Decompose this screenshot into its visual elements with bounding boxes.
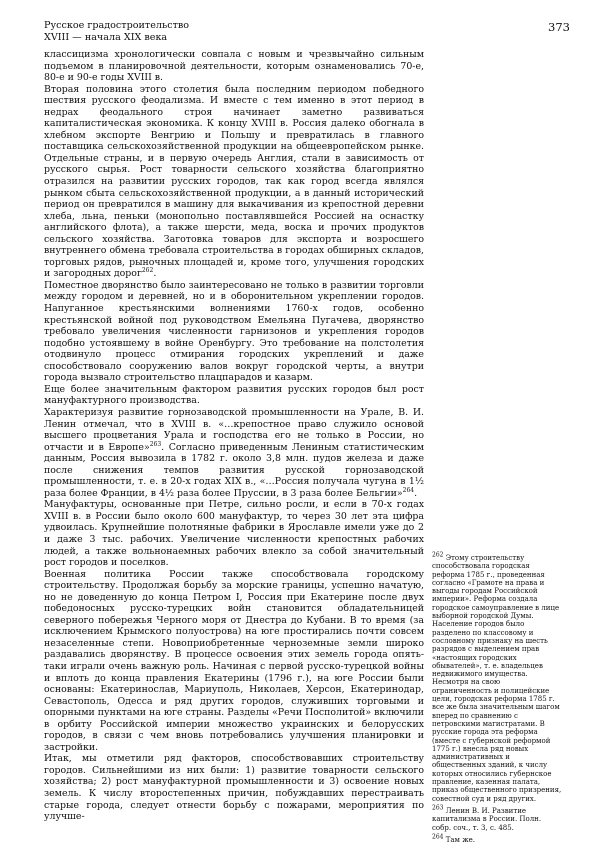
footnote-number: 264 — [432, 833, 444, 841]
paragraph-1: классицизма хронологически совпала с новым и чрезвычайно сильным подъемом в планировочной деятельности, которым ознаменовались 70-е, 80-е и 90-е годы XVIII в. — [44, 49, 424, 84]
footnote-ref-263: 263 — [149, 440, 162, 448]
footnotes-column — [432, 551, 562, 848]
main-text-column — [44, 49, 424, 823]
paragraph-5-text-b: Согласно приведенным Лениным статистическим данным, Россия вывозила в 1782 г. около 3,8 млн. пудов железа и даже после снижения темпов развития русской горнозаводской промышленности, т. е. в 20-х годах XIX в., «…Россия получала чугуна в 1½ раза более Франции, в 4½ раза более Пруссии, в 3 раза более Бельгии» — [44, 441, 424, 499]
paragraph-5: Характеризуя развитие горнозаводской промышленности на Урале, В. И. Ленин отмечал, что в XVIII в. «…крепостное право служило основой высшего процветания Урала и господства его не только в России, но отчасти и в Европе»$^{263}$. Согласно приведенным Лениным статистическим данным, Россия вывозила в 1782 г. около 3,8 млн. пудов железа и даже после снижения темпов развития русской горнозаводской промышленности, т. е. в 20-х годах XIX в., «…Россия получала чугуна в 1½ раза более Франции, в 4½ раза более Пруссии, в 3 раза более Бельгии»$^{264}$. — [44, 406, 424, 499]
footnote-number: 263 — [432, 804, 444, 812]
running-head — [44, 20, 514, 44]
paragraph-2-text: Вторая половина этого столетия была последним периодом победного шествия русского феодализма. И вместе с тем именно в этот период в недрах феодального строя начинает заметно развиваться капиталистическая экономика. К концу XVIII в. Россия далеко обогнала в хлебном экспорте Венгрию и Польшу и превратилась в главного поставщика сельскохозяйственной продукции на общеевропейском рынке. Отдельные страны, и в первую очередь Англия, стали в зависимость от русского сырья. Рост товарности сельского хозяйства благоприятно отразился на развитии русских городов, так как город всегда являлся рынком сбыта сельскохозяйственной продукции, а в данный исторический период он превратился в машину для выкачивания из крепостной деревни хлеба, льна, пеньки (монопольно поставлявшейся Россией на оснастку английского флота), а также шерсти, меда, воска и прочих продуктов сельского хозяйства. Заготовка товаров для экспорта и возросшего внутреннего обмена требовала строительства в городах обширных складов, торговых рядов, рыночных площадей и, кроме того, улучшения городских и загородных дорог — [44, 83, 424, 280]
paragraph-3: Поместное дворянство было заинтересовано не только в развитии торговли между городом и деревней, но и в оборонительном укреплении городов. Напуганное крестьянскими волнениями 1760-х годов, особенно крестьянской войной под руководством Емельяна Пугачева, дворянство требовало увеличения численности гарнизонов и укрепления городов подобно устоявшему в войне Оренбургу. Это требование на полстолетия отодвинуло процесс отмирания городских укреплений и даже способствовало сооружению валов вокруг городской черты, а внутри города вызвало строительство плацпарадов и казарм. — [44, 279, 424, 384]
footnote-text: Там же. — [445, 835, 476, 844]
footnote-number: 262 — [432, 551, 444, 559]
page-number: 373 — [548, 20, 570, 34]
paragraph-7: Военная политика России также способствовала городскому строительству. Продолжая борьбу за морские границы, успешно начатую, но не доведенную до конца Петром I, Россия при Екатерине после двух победоносных русско-турецких войн становится обладательницей северного побережья Черного моря от Днестра до Кубани. В то время (за исключением Крымского полуострова) на юге простирались почти совсем незаселенные степи. Новоприобретенные черноземные земли широко раздавались дворянству. В процессе освоения этих земель города опять-таки играли очень важную роль. Начиная с первой русско-турецкой войны и вплоть до конца правления Екатерины (1796 г.), на юге России были основаны: Екатеринослав, Мариуполь, Николаев, Херсон, Екатеринодар, Севастополь, Одесса и ряд других городов, служивших торговыми и опорными пунктами на юге страны. Разделы «Речи Посполитой» включили в орбиту Российской империи множество украинских и белорусских городов, в связи с чем вновь потребовались улучшения планировки и застройки. — [44, 568, 424, 753]
footnote-ref-262: 262 — [141, 267, 154, 275]
footnote-262 — [432, 551, 562, 803]
footnote-text: Этому строительству способствовала городская реформа 1785 г., проведенная согласно «Грамоте на права и выгоды городам Российской империи». Реформа создала городское самоуправление в лице выборной городской Думы. Население городов было разделено по классовому и сословному признаку на шесть разрядов с выделением прав «настоящих городских обывателей», т. е. владельцев недвижимого имущества. Несмотря на свою ограниченность и полицейские цели, городская реформа 1785 г. все же была значительным шагом вперед по сравнению с петровскими магистратами. В русские города эта реформа (вместе с губернской реформой 1775 г.) внесла ряд новых административных и общественных зданий, к числу которых относились губернское правление, казенная палата, приказ общественного призрения, совестной суд и ряд других. — [432, 554, 562, 803]
footnote-ref-264: 264 — [402, 486, 415, 494]
paragraph-4: Еще более значительным фактором развития русских городов был рост мануфактурного производства. — [44, 383, 424, 407]
footnote-263 — [432, 804, 562, 832]
running-head-title: Русское градостроительство — [44, 20, 190, 31]
paragraph-8: Итак, мы отметили ряд факторов, способствовавших строительству городов. Сильнейшими из них были: 1) развитие товарности сельского хозяйства; 2) рост мануфактурной промышленности и 3) освоение новых земель. К числу второстепенных причин, побуждавших перестраивать старые города, следует отнести борьбу с пожарами, мероприятия по улучше- — [44, 753, 424, 823]
running-head-subtitle: XVIII — начала XIX века — [44, 32, 168, 43]
paragraph-2: Вторая половина этого столетия была последним периодом победного шествия русского феодализма. И вместе с тем именно в этот период в недрах феодального строя начинает заметно развиваться капиталистическая экономика. К концу XVIII в. Россия далеко обогнала в хлебном экспорте Венгрию и Польшу и превратилась в главного поставщика сельскохозяйственной продукции на общеевропейском рынке. Отдельные страны, и в первую очередь Англия, стали в зависимость от русского сырья. Рост товарности сельского хозяйства благоприятно отразился на развитии русских городов, так как город всегда являлся рынком сбыта сельскохозяйственной продукции, а в данный исторический период он превратился в машину для выкачивания из крепостной деревни хлеба, льна, пеньки (монопольно поставлявшейся Россией на оснастку английского флота), а также шерсти, меда, воска и прочих продуктов сельского хозяйства. Заготовка товаров для экспорта и возросшего внутреннего обмена требовала строительства в городах обширных складов, торговых рядов, рыночных площадей и, кроме того, улучшения городских и загородных дорог$^{262}$. — [44, 83, 424, 280]
footnote-264 — [432, 833, 562, 844]
paragraph-6: Мануфактуры, основанные при Петре, сильно росли, и если в 70-х годах XVIII в. в России было около 600 мануфактур, то через 30 лет эта цифра удвоилась. Крупнейшие полотняные фабрики в Ярославле имели уже до 2 и даже 3 тыс. рабочих. Увеличение численности крепостных рабочих людей, а также вольнонаемных рабочих влекло за собой значительный рост городов и поселков. — [44, 499, 424, 569]
paragraph-5-text-a: Характеризуя развитие горнозаводской промышленности на Урале, В. И. Ленин отмечал, что в XVIII в. «…крепостное право служило основой высшего процветания Урала и господства его не только в России, но отчасти и в Европе» — [44, 406, 424, 453]
footnote-text: Ленин В. И. Развитие капитализма в России. Полн. собр. соч., т. 3, с. 485. — [432, 806, 542, 832]
